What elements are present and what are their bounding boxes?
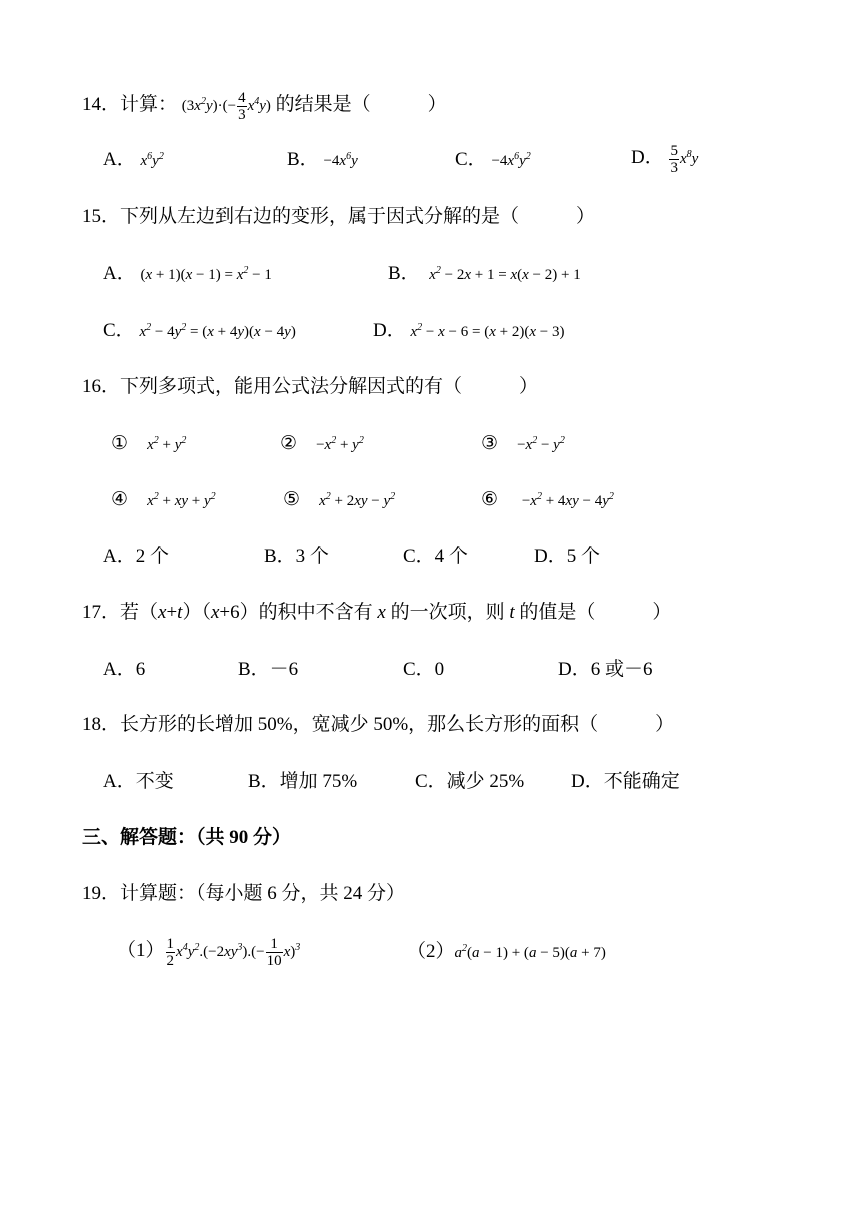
fraction: $\frac{4}{3}$: [238, 90, 246, 123]
q14-option-d: D． $\frac{5}{3}$ $x^8y$: [631, 143, 699, 176]
q18-option-c: C．减少 25%: [415, 771, 525, 792]
q17-option-c: C．0: [403, 659, 445, 680]
q15-option-a: A． $(x + 1)(x - 1) = x^2 - 1$: [103, 263, 272, 284]
q19-stem: 19．计算题：（每小题 6 分，共 24 分）: [82, 883, 406, 904]
q14-option-c: C． $-4x^6y^2$: [455, 149, 531, 170]
q16-item-6: ⑥ $-x^2 + 4xy - 4y^2$: [481, 489, 614, 510]
q17-option-b: B．－6: [238, 659, 299, 680]
q16-item-1: ① $x^2 + y^2$: [111, 433, 187, 454]
q16-item-4: ④ $x^2$ + xy + $y^2$: [111, 489, 216, 510]
q16-item-2: ② $-x^2 + y^2$: [280, 433, 364, 454]
q19-part-2: $(2)a^2(a - 1) + (a - 5)(a + 7)$: [407, 941, 606, 962]
q17-option-a: A．6: [103, 659, 146, 680]
q14-expression: $(3x^2y)\cdot(-$ $\frac{4}{3}$ $x^4y$): [181, 90, 271, 123]
q16-option-a: A．2 个: [103, 546, 169, 567]
q16-item-5: ⑤ $x^2 + 2xy - y^2$: [283, 489, 396, 510]
q15-stem: 15．下列从左边到右边的变形，属于因式分解的是（ ）: [82, 206, 596, 227]
q14-stem: 14．计算： $(3x^2y)\cdot(-$ $\frac{4}{3}$ $x^4y$) 的结果是（ ）: [82, 90, 447, 123]
q18-option-b: B．增加 75%: [248, 771, 358, 792]
q15-option-c: C． $x^2 - 4y^2 = (x + 4y)(x - 4y)$: [103, 320, 296, 341]
section-heading: 三、解答题：（共 90 分）: [82, 827, 292, 848]
q17-option-d: D．6 或－6: [558, 659, 653, 680]
q17-stem: 17．若（x+t）（x+6）的积中不含有 x 的一次项，则 t 的值是（ ）: [82, 602, 672, 623]
q16-option-c: C．4 个: [403, 546, 468, 567]
q16-item-3: ③ $-x^2 - y^2$: [481, 433, 565, 454]
q14-option-a: A． $x^6y^2$: [103, 149, 164, 170]
q18-option-a: A．不变: [103, 771, 174, 792]
q19-part-1: （1） $\frac{1}{2}$ $x^4y^2.(-2xy^3).(-$ $\frac{1}{10}$ x)$^3$: [117, 936, 301, 969]
q16-option-b: B．3 个: [264, 546, 329, 567]
q14-option-b: B． $-4x^6y$: [287, 149, 358, 170]
q18-stem: 18．长方形的长增加 50%，宽减少 50%，那么长方形的面积（ ）: [82, 714, 675, 735]
q18-option-d: D．不能确定: [571, 771, 680, 792]
q16-stem: 16．下列多项式，能用公式法分解因式的有（ ）: [82, 376, 539, 397]
q16-option-d: D．5 个: [534, 546, 600, 567]
q15-option-b: B． $x^2 - 2x + 1 = x(x - 2) + 1$: [388, 263, 581, 284]
q15-option-d: D． $x^2 - x - 6 = (x + 2)(x - 3)$: [373, 320, 565, 341]
